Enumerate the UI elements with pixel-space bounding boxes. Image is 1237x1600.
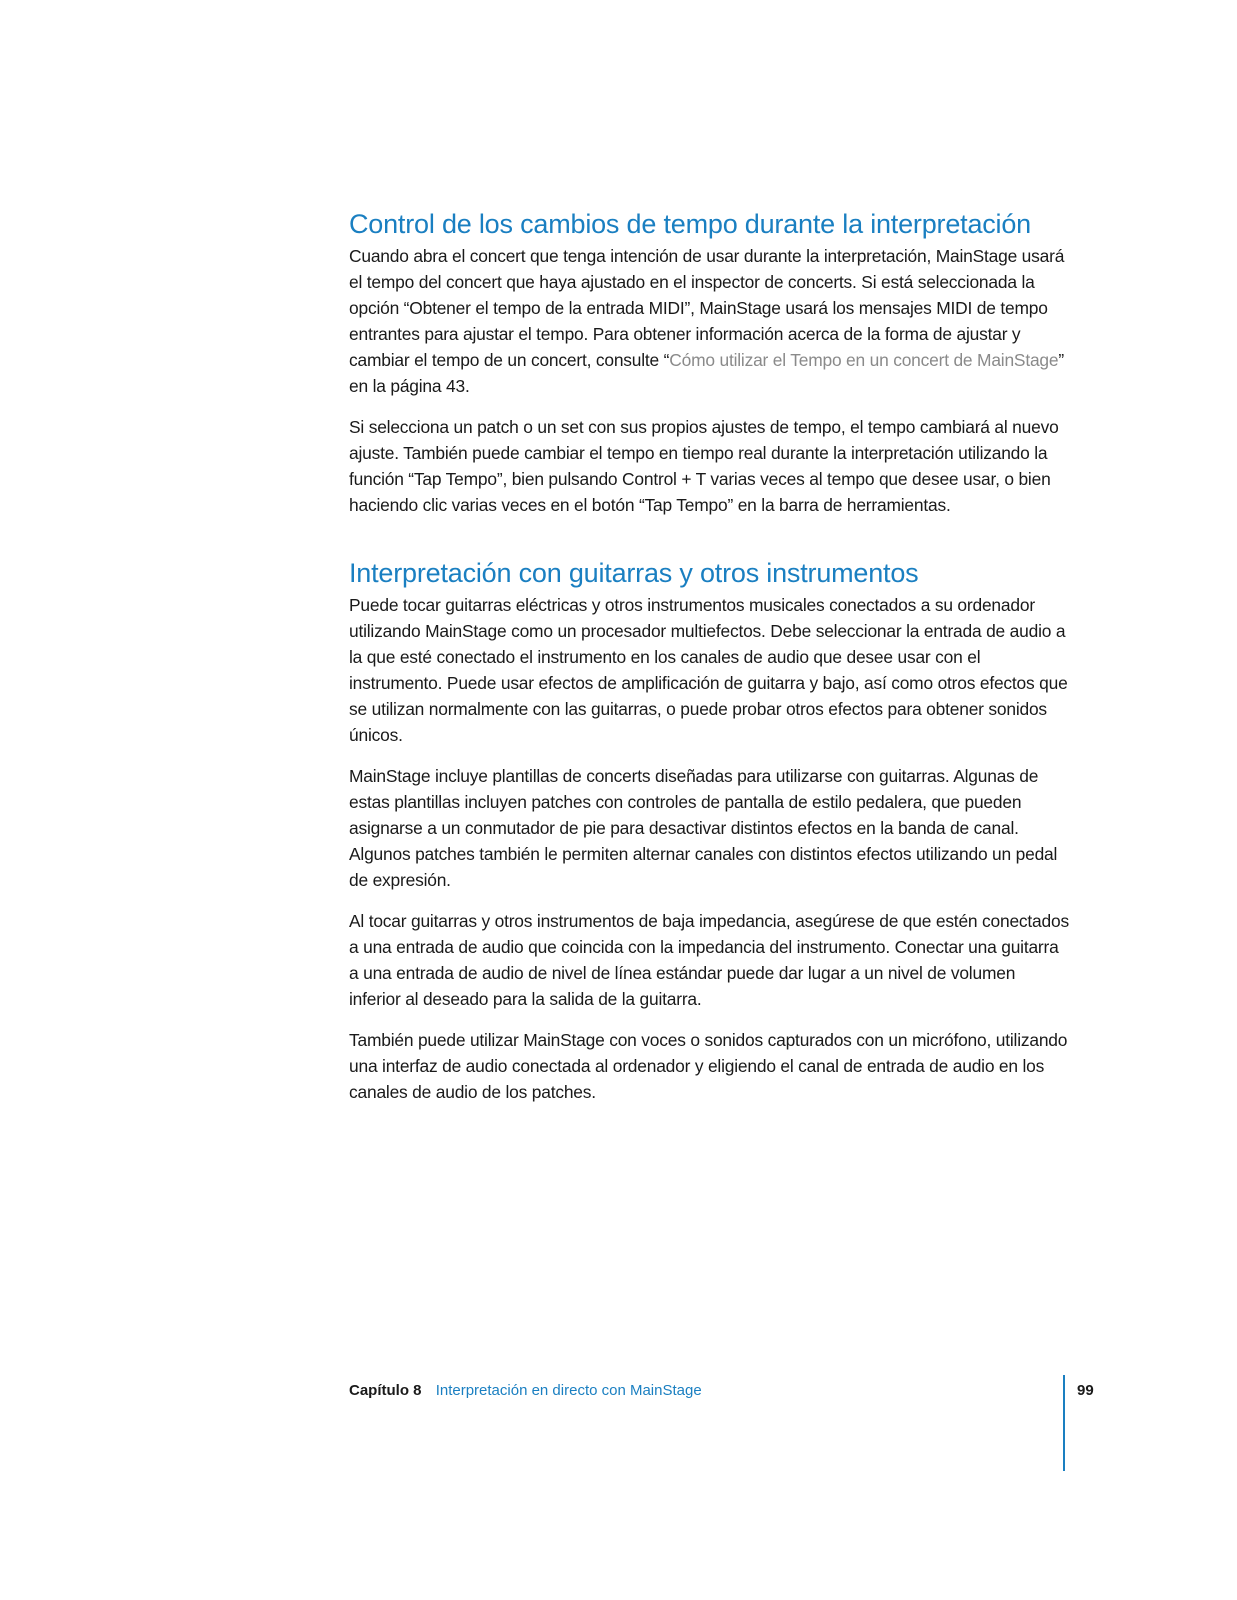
paragraph: MainStage incluye plantillas de concerts diseñadas para utilizarse con guitarras. Algunas de estas plantillas incluyen patches con controles de pantalla de estilo pedalera, que pueden asignarse a un conmutador de pie para desactivar distintos efectos en la banda de canal. Algunos patches también le permiten alternar canales con distintos efectos utilizando un pedal de expresión. [349,766,1058,890]
paragraph: También puede utilizar MainStage con voces o sonidos capturados con un micrófono, utilizando una interfaz de audio conectada al ordenador y eligiendo el canal de entrada de audio en los canales de audio de los patches. [349,1030,1068,1102]
paragraph: Si selecciona un patch o un set con sus propios ajustes de tempo, el tempo cambiará al nuevo ajuste. También puede cambiar el tempo en tiempo real durante la interpretación utilizando la función “Tap Tempo”, bien pulsando Control + T varias veces al tempo que desee usar, o bien haciendo clic varias veces en el botón “Tap Tempo” en la barra de herramientas. [349,417,1059,515]
footer-divider [1063,1375,1065,1471]
paragraph-text: ” en la página 43. [349,350,1064,396]
page-content [349,207,1069,1120]
section-heading-tempo: Control de los cambios de tempo durante la interpretación [349,209,1031,239]
paragraph: Al tocar guitarras y otros instrumentos de baja impedancia, asegúrese de que estén conectados a una entrada de audio que coincida con la impedancia del instrumento. Conectar una guitarra a una entrada de audio de nivel de línea estándar puede dar lugar a un nivel de volumen inferior al deseado para la salida de la guitarra. [349,911,1069,1009]
footer-chapter-label: Capítulo 8 [349,1382,422,1399]
page-number: 99 [1077,1382,1094,1399]
section-heading-guitars: Interpretación con guitarras y otros instrumentos [349,558,919,588]
page-footer [349,1381,702,1401]
paragraph-text: Cuando abra el concert que tenga intención de usar durante la interpretación, MainStage usará el tempo del concert que haya ajustado en el inspector de concerts. Si está seleccionada la opción “Obtener el tempo de la entrada MIDI”, MainStage usará los mensajes MIDI de tempo entrantes para ajustar el tempo. Para obtener información acerca de la forma de ajustar y cambiar el tempo de un concert, consulte “ [349,246,1065,370]
paragraph [349,243,1069,399]
footer-chapter-title: Interpretación en directo con MainStage [435,1382,702,1399]
paragraph: Puede tocar guitarras eléctricas y otros instrumentos musicales conectados a su ordenador utilizando MainStage como un procesador multiefectos. Debe seleccionar la entrada de audio a la que esté conectado el instrumento en los canales de audio que desee usar con el instrumento. Puede usar efectos de amplificación de guitarra y bajo, así como otros efectos que se utilizan normalmente con las guitarras, o puede probar otros efectos para obtener sonidos únicos. [349,595,1068,745]
cross-reference-link[interactable]: Cómo utilizar el Tempo en un concert de MainStage [669,350,1059,370]
